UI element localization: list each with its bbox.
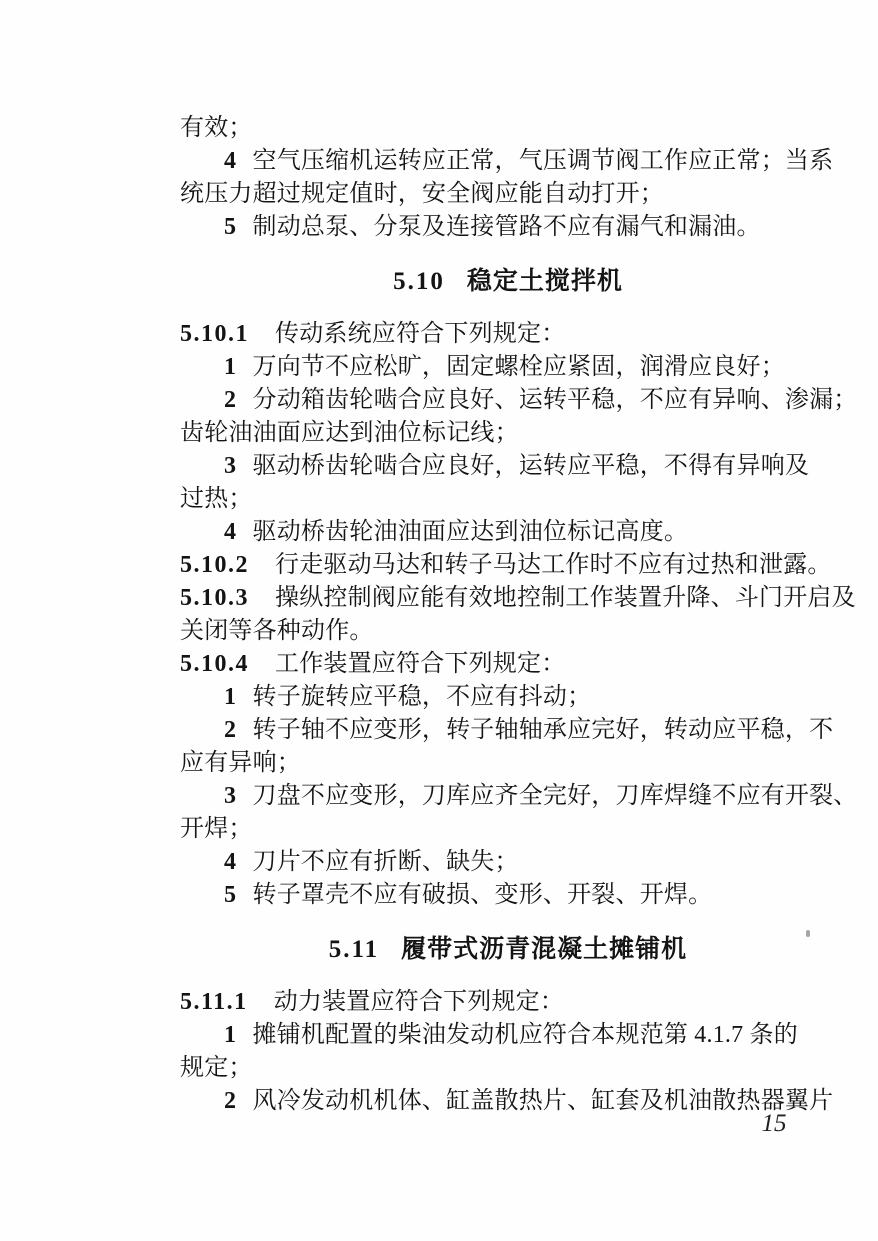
item-line [180, 1085, 836, 1118]
continuation-line [180, 417, 836, 450]
item-line [180, 780, 858, 813]
line-text: 应有异响； [180, 750, 301, 776]
line-number: 4 [224, 849, 238, 875]
line-number: 1 [224, 684, 238, 710]
scan-speck [806, 930, 810, 937]
line-text: 规定； [180, 1055, 253, 1081]
continuation-line [180, 178, 836, 211]
item-line [180, 714, 836, 747]
clause-line [180, 318, 836, 351]
line-text: 开焊； [180, 816, 253, 842]
line-number: 3 [224, 783, 238, 809]
line-text: 驱动桥齿轮油油面应达到油位标记高度。 [252, 519, 689, 545]
line-number: 4 [224, 519, 238, 545]
line-text: 传动系统应符合下列规定： [275, 321, 566, 347]
line-text: 分动箱齿轮啮合应良好、运转平稳，不应有异响、渗漏； [252, 387, 858, 413]
line-text: 刀片不应有折断、缺失； [252, 849, 519, 875]
document-body [180, 112, 858, 1118]
line-text: 驱动桥齿轮啮合应良好，运转应平稳，不得有异响及 [252, 453, 810, 479]
page-number: 15 [761, 1110, 787, 1137]
section-number: 5.11 [328, 936, 380, 963]
continuation-line [180, 112, 836, 145]
line-text: 稳定土搅拌机 [466, 268, 623, 295]
line-text: 统压力超过规定值时，安全阀应能自动打开； [180, 181, 664, 207]
line-text: 有效； [180, 115, 253, 141]
line-text: 动力装置应符合下列规定： [273, 989, 565, 1015]
line-number: 2 [224, 387, 238, 413]
line-text: 转子旋转应平稳，不应有抖动； [252, 684, 592, 710]
line-number: 5.10.4 [180, 651, 249, 677]
continuation-line [180, 813, 836, 846]
item-line [180, 351, 836, 384]
line-number: 2 [224, 1088, 238, 1114]
section-heading [180, 933, 836, 966]
line-number: 4 [224, 148, 238, 174]
line-number: 5.10.1 [180, 321, 249, 347]
item-line [180, 846, 836, 879]
line-text: 行走驱动马达和转子马达工作时不应有过热和泄露。 [275, 552, 832, 578]
line-text: 风冷发动机机体、缸盖散热片、缸套及机油散热器翼片 [252, 1088, 834, 1114]
clause-line [180, 549, 836, 582]
line-number: 5 [224, 882, 238, 908]
line-number: 5.11.1 [180, 989, 248, 1015]
item-line [180, 681, 836, 714]
continuation-line [180, 615, 836, 648]
line-text: 过热； [180, 486, 253, 512]
item-line [180, 1019, 836, 1052]
line-text: 空气压缩机运转应正常，气压调节阀工作应正常；当系 [252, 148, 834, 174]
line-number: 3 [224, 453, 238, 479]
line-text: 制动总泵、分泵及连接管路不应有漏气和漏油。 [252, 214, 761, 240]
item-line [180, 145, 836, 178]
line-text: 关闭等各种动作。 [180, 618, 374, 644]
line-text: 万向节不应松旷，固定螺栓应紧固，润滑应良好； [252, 354, 785, 380]
line-text: 转子轴不应变形，转子轴轴承应完好，转动应平稳，不 [252, 717, 834, 743]
line-text: 履带式沥青混凝土摊铺机 [401, 936, 688, 963]
item-line [180, 516, 836, 549]
item-line [180, 384, 858, 417]
continuation-line [180, 747, 836, 780]
line-text: 工作装置应符合下列规定： [275, 651, 566, 677]
line-number: 1 [224, 1022, 238, 1048]
line-number: 2 [224, 717, 238, 743]
line-number: 5 [224, 214, 238, 240]
line-number: 5.10.3 [180, 585, 249, 611]
section-number: 5.10 [393, 268, 445, 295]
line-text: 摊铺机配置的柴油发动机应符合本规范第 4.1.7 条的 [252, 1022, 798, 1048]
line-text: 齿轮油油面应达到油位标记线； [180, 420, 519, 446]
item-line [180, 211, 836, 244]
line-text: 转子罩壳不应有破损、变形、开裂、开焊。 [252, 882, 713, 908]
continuation-line [180, 483, 836, 516]
continuation-line [180, 1052, 836, 1085]
line-text: 操纵控制阀应能有效地控制工作装置升降、斗门开启及 [275, 585, 856, 611]
line-text: 刀盘不应变形，刀库应齐全完好，刀库焊缝不应有开裂、 [252, 783, 858, 809]
line-number: 5.10.2 [180, 552, 249, 578]
clause-line [180, 582, 856, 615]
line-number: 1 [224, 354, 238, 380]
item-line [180, 450, 836, 483]
section-heading [180, 265, 836, 298]
clause-line [180, 648, 836, 681]
clause-line [180, 986, 836, 1019]
item-line [180, 879, 836, 912]
